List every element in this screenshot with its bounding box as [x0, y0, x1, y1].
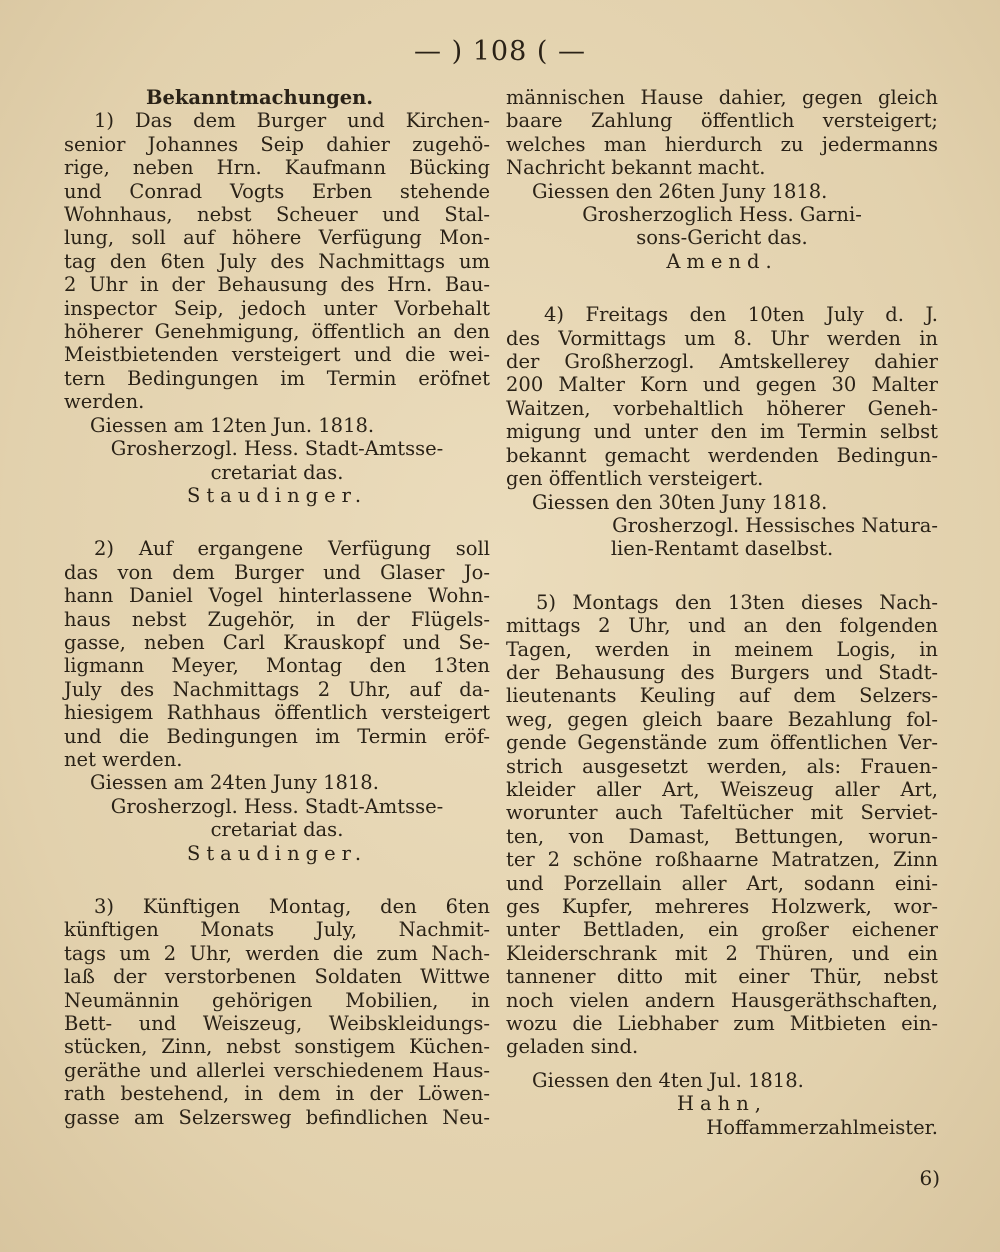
text-line: gende Gegenstände zum öffentlichen Ver-: [506, 731, 938, 755]
page-header: — ) 108 ( —: [414, 36, 586, 67]
text-line: 4) Freitags den 10ten July d. J.: [544, 303, 938, 327]
text-line: net werden.: [64, 747, 183, 771]
text-line: 2 Uhr in der Behausung des Hrn. Bau-: [64, 273, 490, 297]
text-line: 3) Künftigen Montag, den 6ten: [94, 895, 490, 918]
text-line: Giessen den 26ten Juny 1818.: [532, 179, 828, 203]
spacer: [64, 865, 490, 895]
right-column: [506, 86, 938, 1139]
text-line: der Großherzogl. Amtskellerey dahier: [506, 350, 938, 374]
text-line: werden.: [64, 390, 145, 414]
text-line: lung, soll auf höhere Verfügung Mon-: [64, 226, 490, 250]
text-line: rath bestehend, in dem in der Löwen-: [64, 1082, 490, 1106]
text-line: Staudinger.: [186, 841, 368, 865]
text-line: gen öffentlich versteigert.: [506, 467, 764, 491]
text-line: höherer Genehmigung, öffentlich an den: [64, 320, 490, 344]
text-line: Hoffammerzahlmeister.: [706, 1115, 938, 1139]
text-line: Hahn,: [677, 1092, 767, 1116]
text-line: Kleiderschrank mit 2 Thüren, und ein: [506, 941, 938, 965]
spacer: [506, 273, 938, 303]
text-line: migung und unter den im Termin selbst: [506, 420, 938, 444]
text-line: bekannt gemacht werdenden Bedingun-: [506, 443, 938, 467]
text-line: Giessen den 30ten Juny 1818.: [532, 490, 828, 514]
text-line: lieutenants Keuling auf dem Selzers-: [506, 684, 938, 708]
text-line: mittags 2 Uhr, und an den folgenden: [506, 614, 938, 638]
text-line: ges Kupfer, mehreres Holzwerk, wor-: [506, 895, 938, 918]
text-line: Bett- und Weiszeug, Weibskleidungs-: [64, 1012, 490, 1036]
text-line: Giessen den 4ten Jul. 1818.: [532, 1068, 804, 1092]
signature-mark: 6): [919, 1166, 940, 1190]
text-line: gasse am Selzersweg befindlichen Neu-: [64, 1105, 490, 1129]
spacer: [506, 1059, 938, 1069]
text-line: senior Johannes Seip dahier zugehö-: [64, 132, 490, 156]
spacer: [506, 561, 938, 591]
text-line: Amend.: [666, 249, 778, 273]
text-line: 5) Montags den 13ten dieses Nach-: [536, 590, 938, 614]
text-line: gasse, neben Carl Krauskopf und Se-: [64, 630, 490, 654]
text-line: wozu die Liebhaber zum Mitbieten ein-: [506, 1012, 938, 1036]
text-line: geräthe und allerlei verschiedenem Haus-: [64, 1058, 490, 1082]
text-line: Wohnhaus, nebst Scheuer und Stal-: [64, 203, 490, 227]
text-line: unter Bettladen, ein großer eichener: [506, 918, 938, 942]
text-line: ligmann Meyer, Montag den 13ten: [64, 654, 490, 678]
text-line: cretariat das.: [210, 460, 344, 484]
text-line: Tagen, werden in meinem Logis, in: [506, 637, 938, 661]
text-line: Staudinger.: [186, 483, 368, 507]
text-line: und die Bedingungen im Termin eröf-: [64, 724, 490, 748]
text-line: 200 Malter Korn und gegen 30 Malter: [506, 373, 938, 397]
text-line: hann Daniel Vogel hinterlassene Wohn-: [64, 584, 490, 608]
text-line: Grosherzogl. Hessisches Natura-: [612, 513, 938, 537]
text-line: Grosherzoglich Hess. Garni-: [582, 203, 862, 227]
text-line: worunter auch Tafeltücher mit Serviet-: [506, 801, 938, 825]
text-line: tag den 6ten July des Nachmittags um: [64, 249, 490, 273]
text-line: stücken, Zinn, nebst sonstigem Küchen-: [64, 1035, 490, 1059]
text-line: rige, neben Hrn. Kaufmann Bücking: [64, 156, 490, 180]
text-line: Bekanntmachungen.: [146, 86, 374, 109]
text-line: haus nebst Zugehör, in der Flügels-: [64, 607, 490, 631]
text-line: tags um 2 Uhr, werden die zum Nach-: [64, 941, 490, 965]
text-line: baare Zahlung öffentlich versteigert;: [506, 109, 938, 133]
text-line: ter 2 schöne roßhaarne Matratzen, Zinn: [506, 848, 938, 872]
text-line: strich ausgesetzt werden, als: Frauen-: [506, 754, 938, 778]
text-line: ten, von Damast, Bettungen, worun-: [506, 824, 938, 848]
text-line: kleider aller Art, Weiszeug aller Art,: [506, 777, 938, 801]
text-line: das von dem Burger und Glaser Jo-: [64, 560, 490, 584]
text-line: weg, gegen gleich baare Bezahlung fol-: [506, 707, 938, 731]
text-line: der Behausung des Burgers und Stadt-: [506, 660, 938, 684]
text-line: sons-Gericht das.: [636, 226, 808, 250]
text-line: welches man hierdurch zu jedermanns: [506, 132, 938, 156]
text-line: des Vormittags um 8. Uhr werden in: [506, 326, 938, 350]
text-line: inspector Seip, jedoch unter Vorbehalt: [64, 296, 490, 320]
text-line: Giessen am 12ten Jun. 1818.: [90, 413, 375, 437]
text-line: tern Bedingungen im Termin eröfnet: [64, 366, 490, 390]
text-line: Neumännin gehörigen Mobilien, in: [64, 988, 490, 1012]
spacer: [64, 507, 490, 537]
text-line: Meistbietenden versteigert und die wei-: [64, 343, 490, 367]
text-line: und Conrad Vogts Erben stehende: [64, 179, 490, 203]
text-line: männischen Hause dahier, gegen gleich: [506, 86, 938, 109]
text-line: geladen sind.: [506, 1035, 639, 1059]
text-line: tannener ditto mit einer Thür, nebst: [506, 965, 938, 989]
text-line: künftigen Monats July, Nachmit-: [64, 918, 490, 942]
text-line: July des Nachmittags 2 Uhr, auf da-: [64, 677, 490, 701]
text-line: 2) Auf ergangene Verfügung soll: [94, 537, 490, 561]
text-line: hiesigem Rathhaus öffentlich versteigert: [64, 701, 490, 725]
text-line: Giessen am 24ten Juny 1818.: [90, 771, 379, 795]
text-line: noch vielen andern Hausgeräthschaften,: [506, 988, 938, 1012]
text-line: Nachricht bekannt macht.: [506, 156, 766, 180]
left-column: [64, 86, 490, 1129]
text-line: cretariat das.: [210, 818, 344, 842]
text-line: Waitzen, vorbehaltlich höherer Geneh-: [506, 396, 938, 420]
text-line: 1) Das dem Burger und Kirchen-: [94, 109, 490, 133]
text-line: Grosherzogl. Hess. Stadt-Amtsse-: [110, 794, 444, 818]
text-line: und Porzellain aller Art, sodann eini-: [506, 871, 938, 895]
text-line: laß der verstorbenen Soldaten Wittwe: [64, 965, 490, 989]
text-line: lien-Rentamt daselbst.: [610, 537, 834, 561]
text-line: Grosherzogl. Hess. Stadt-Amtsse-: [110, 437, 444, 461]
